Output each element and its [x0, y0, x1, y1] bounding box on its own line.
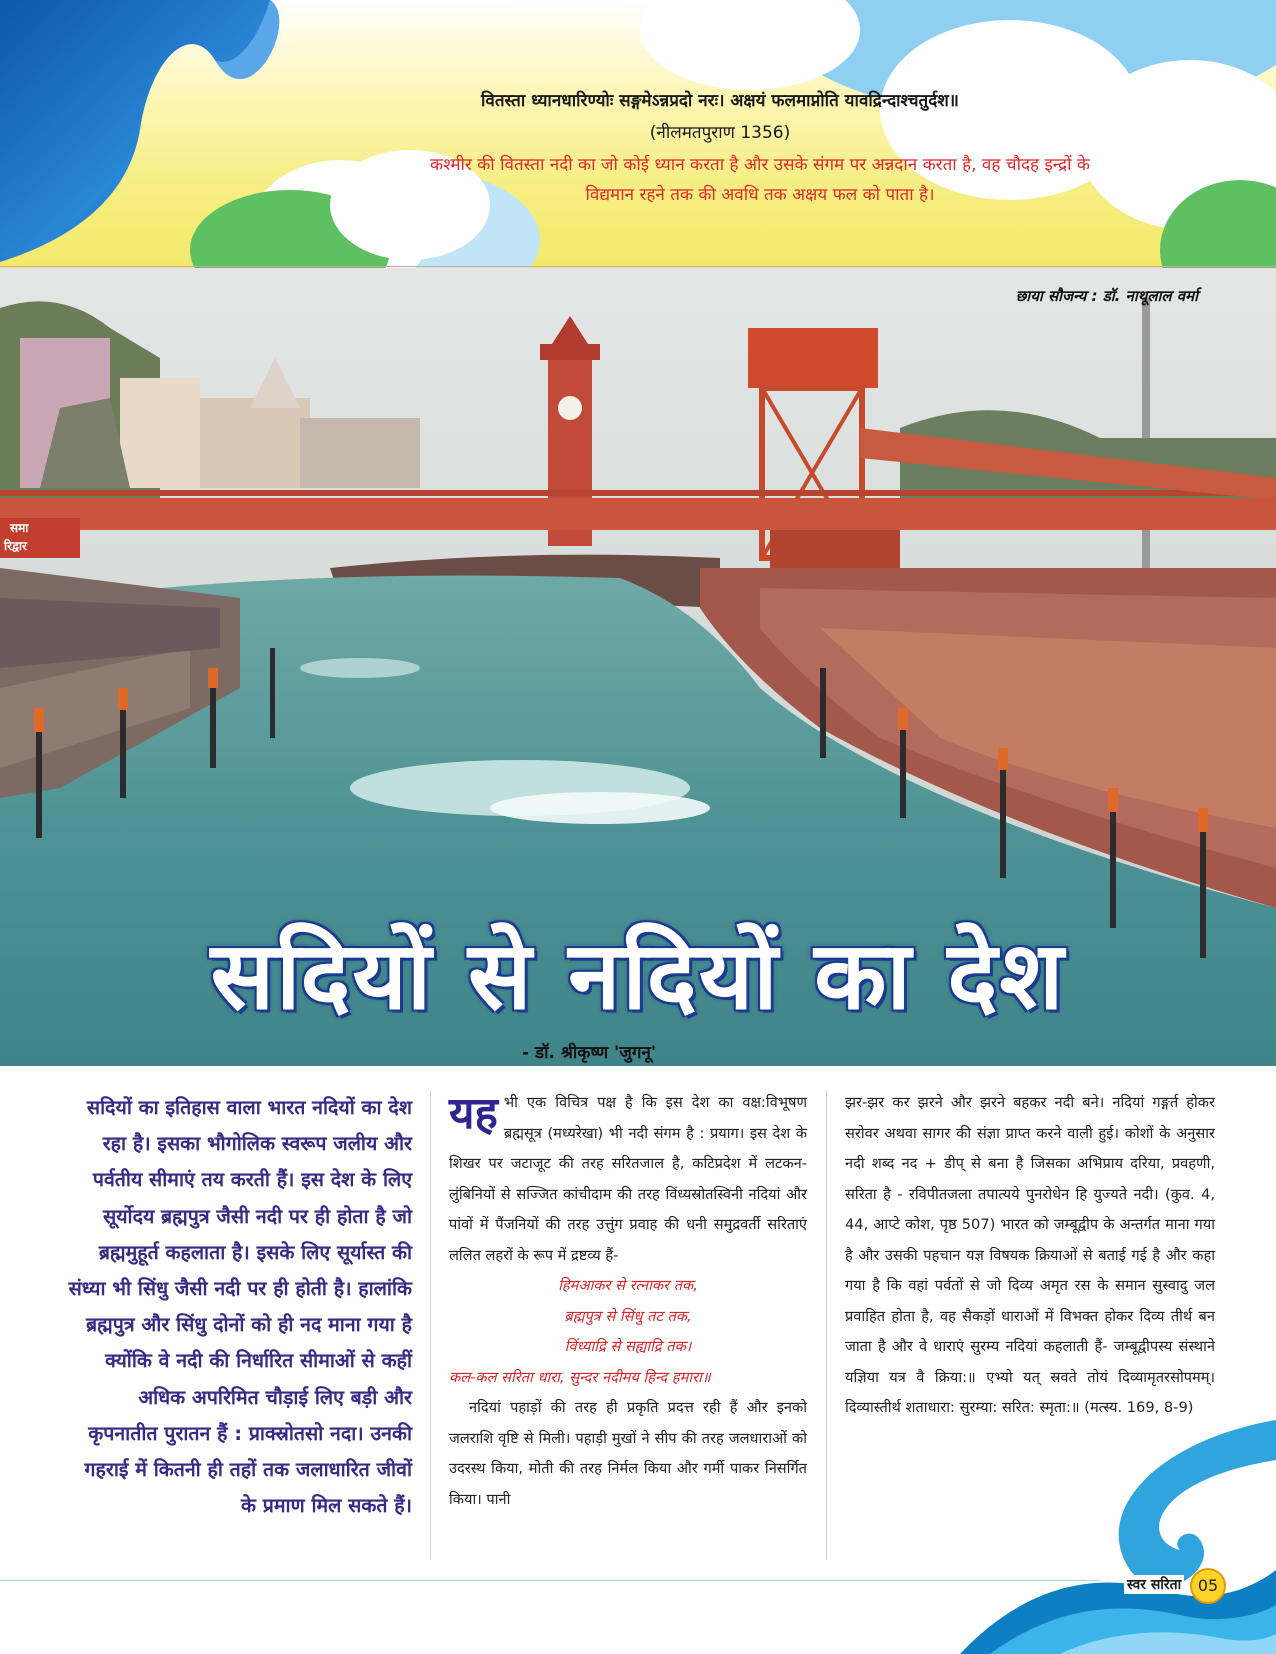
ghat-photo — [0, 268, 1276, 1066]
magazine-name: स्वर सरिता — [1124, 1575, 1184, 1594]
page-curl-icon — [0, 0, 300, 268]
body-column-3 — [845, 1088, 1215, 1424]
intro-column — [66, 1090, 412, 1524]
sign-text-2: रिद्वार — [4, 539, 27, 553]
page-number-badge: 05 — [1190, 1568, 1226, 1604]
header-divider — [0, 266, 1276, 267]
article-byline: - डॉ. श्रीकृष्ण 'जुगनू' — [522, 1043, 657, 1063]
sign-text-1: समा — [10, 521, 29, 535]
poem — [449, 1271, 807, 1393]
body-paragraph-2: नदियां पहाड़ों की तरह ही प्रकृति प्रदत्त रही हैं और इनको जलराशि वृष्टि से मिली। पहाड़ी मुखों ने सीप की तरह जलधाराओं को उदरस्थ किया, मोती की तरह निर्मल किया और गर्मी पाकर निसर्गित किया। पानी — [449, 1399, 807, 1508]
poem-line: ब्रह्मपुत्र से सिंधु तट तक, — [564, 1307, 692, 1325]
intro-paragraph: सदियों का इतिहास वाला भारत नदियों का देश रहा है। इसका भौगोलिक स्वरूप जलीय और पर्वतीय सीमाएं तय करती हैं। इस देश के लिए सूर्योदय ब्रह्मपुत्र जैसी नदी पर ही होता है जो ब्रह्ममुहूर्त कहलाता है। इसके लिए सूर्यास्त की संध्या भी सिंधु जैसी नदी पर ही होती है। हालांकि ब्रह्मपुत्र और सिंधु दोनों को ही नद माना गया है क्योंकि वे नदी की निर्धारित सीमाओं से कहीं अधिक अपरिमित चौड़ाई लिए बड़ी और कृपनातीत पुरातन हैं : प्राक्स्रोतसो नदा। उनकी गहराई में कितनी ही तहों तक जलाधारित जीवों के प्रमाण मिल सकते हैं। — [68, 1096, 412, 1518]
header-banner — [0, 0, 1276, 268]
footer-divider — [0, 1580, 1100, 1581]
shloka-source: (नीलमतपुराण 1356) — [649, 123, 791, 143]
shloka-meaning: कश्मीर की वितस्ता नदी का जो कोई ध्यान करता है और उसके संगम पर अन्नदान करता है, वह चौदह इन्द्रों के विद्यमान रहने तक की अवधि तक अक्षय फल को पाता है। — [430, 155, 1090, 205]
body-paragraph-1 — [449, 1088, 807, 1271]
column-divider — [430, 1090, 431, 1560]
body-paragraph-3: झर-झर कर झरने और झरने बहकर नदी बने। नदियां गङ्गर्त होकर सरोवर अथवा सागर की संज्ञा प्राप्त करने वाली हुई। कोशों के अनुसार नदी शब्द नद + डीप् से बना है जिसका अभिप्राय दरिया, प्रवहणी, सरिता है - रविपीतजला तपात्यये पुनरोधेन हि युज्यते नदी। (कुव. 4, 44, आप्टे कोश, पृष्ठ 507) भारत को जम्बूद्वीप के अन्तर्गत माना गया है और उसकी पहचान यज्ञ विषयक क्रियाओं से बताई गई है और कहा गया है कि वहां पर्वतों से जो दिव्य अमृत रस के समान सुस्वादु जल प्रवाहित होता है, वह सैकड़ों धाराओं में विभक्त होकर दिव्य तीर्थ बन जाता है और वे धाराएं सुरम्य नदियां कहलाती हैं- जम्बूद्वीपस्य संस्थाने यज्ञिया यत्र वै क्रिया:॥ एभ्यो यत् स्रवते तोयं दिव्यामृतरसोपमम्। दिव्यास्तीर्थ शताधारा: सुरम्या: सरित: स्मृता:॥ (मत्स्य. 169, 8-9) — [845, 1094, 1215, 1416]
photo-credit: छाया सौजन्य : डॉ. नाथूलाल वर्मा — [1015, 287, 1198, 305]
poem-line: हिमआकर से रत्नाकर तक, — [558, 1277, 698, 1294]
body-paragraph-1-text: भी एक विचित्र पक्ष है कि इस देश का वक्ष:विभूषण ब्रह्मसूत्र (मध्यरेखा) भी नदी संगम है : प्रयाग। इस देश के शिखर पर जटाजूट की तरह सरितजाल है, कटिप्रदेश में लटकन-लुंबिनियों से सज्जित कांचीदाम की तरह विंध्यस्रोतस्विनी नदियां और पांवों में पैंजनियों की तरह उत्तुंग प्रवाह की धनी समुद्रवर्ती सरिताएं ललित लहरों के रूप में द्रष्टव्य हैं- — [449, 1094, 807, 1264]
drop-cap: यह — [449, 1088, 498, 1139]
article-title: सदियों से नदियों का देश — [210, 922, 1066, 1031]
wave-graphic-icon — [960, 1420, 1276, 1654]
column-divider — [826, 1090, 827, 1560]
sanskrit-shloka: वितस्ता ध्यानधारिण्योः सङ्गमेऽन्नप्रदो नरः। अक्षयं फलमाप्नोति यावद्रिन्दाश्चतुर्दश॥ — [481, 91, 959, 111]
body-column-2 — [449, 1088, 807, 1515]
poem-line: कल-कल सरिता धारा, सुन्दर नदीमय हिन्द हमारा॥ — [449, 1368, 711, 1386]
poem-line: विंध्याद्रि से सह्याद्रि तक। — [564, 1338, 692, 1355]
